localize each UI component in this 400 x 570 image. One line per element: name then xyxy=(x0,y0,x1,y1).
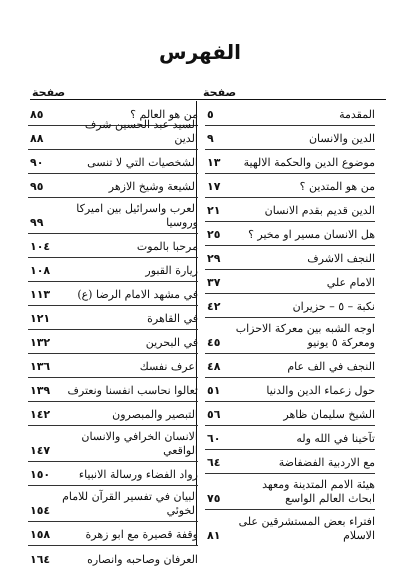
toc-entry-title: النجف الاشرف xyxy=(307,252,375,265)
toc-entry-page: ٢٥ xyxy=(207,228,221,241)
toc-entry xyxy=(28,462,198,486)
toc-entry-page: ١٤٧ xyxy=(30,444,51,457)
toc-entry-title: المقدمة xyxy=(339,108,375,121)
toc-entry xyxy=(205,174,375,198)
toc-entry-title: وقفة قصيرة مع ابو زهرة xyxy=(85,528,198,541)
toc-entry-title: في مشهد الامام الرضا (ع) xyxy=(77,288,198,301)
toc-entry-title: العرب واسرائيل بين اميركا وروسيا xyxy=(76,202,198,229)
toc-entry-title: الدين والانسان xyxy=(308,132,375,145)
toc-entry-page: ١١٣ xyxy=(30,288,51,301)
toc-entry-title: في البحرين xyxy=(145,336,198,349)
toc-entry-title: حول زعماء الدين والدنيا xyxy=(266,384,375,397)
toc-entry-page: ١٠٨ xyxy=(30,264,51,277)
toc-entry-page: ١٥٠ xyxy=(30,468,51,481)
toc-entry xyxy=(28,486,198,522)
toc-entry-title: الانسان الخرافي والانسان الواقعي xyxy=(81,430,198,457)
toc-entry xyxy=(205,150,375,174)
toc-entry-title: اعرف نفسك xyxy=(139,360,198,373)
toc-entry-title: تآخينا في الله وله xyxy=(296,432,375,445)
toc-entry xyxy=(205,294,375,318)
toc-entry xyxy=(28,402,198,426)
toc-entry-title: الشخصيات التي لا تنسى xyxy=(87,156,198,169)
toc-entry-page: ٦٤ xyxy=(207,456,221,469)
toc-entry-title: البيان في تفسير القرآن للامام الخوئي xyxy=(62,490,198,517)
toc-entry-title: اوجه الشبه بين معركة الاحزاب ومعركة ٥ يونيو xyxy=(235,322,375,349)
toc-entry-page: ٩٠ xyxy=(30,156,44,169)
page-column-header-right: صفحة xyxy=(203,86,237,99)
toc-entry-page: ١٥٨ xyxy=(30,528,51,541)
toc-entry-title: في القاهرة xyxy=(147,312,198,325)
toc-entry-page: ٧٥ xyxy=(207,492,221,505)
toc-entry xyxy=(205,402,375,426)
toc-entry-title: زيارة القبور xyxy=(145,264,198,277)
toc-entry-title: موضوع الدين والحكمة الالهية xyxy=(243,156,375,169)
toc-entry-page: ١٣٦ xyxy=(30,360,51,373)
toc-entry-title: هيئة الامم المتدينة ومعهد ابحاث العالم الواسع xyxy=(262,478,375,505)
toc-entry xyxy=(205,246,375,270)
toc-entry-page: ١٧ xyxy=(207,180,221,193)
toc-entry xyxy=(205,510,375,546)
toc-entry-title: تعالوا نحاسب انفسنا ونعترف xyxy=(67,384,198,397)
toc-entry-title: الشيعة وشيخ الازهر xyxy=(108,180,198,193)
toc-entry-page: ٨١ xyxy=(207,529,221,542)
toc-entry-title: النجف في الف عام xyxy=(287,360,375,373)
toc-entry-page: ٢١ xyxy=(207,204,221,217)
toc-entry xyxy=(28,282,198,306)
toc-entry-page: ٩٩ xyxy=(30,216,44,229)
toc-column-left xyxy=(28,100,198,570)
toc-entry-page: ٢٩ xyxy=(207,252,221,265)
toc-entry xyxy=(28,522,198,546)
toc-entry-title: من هو المتدين ؟ xyxy=(299,180,375,193)
toc-entry-page: ٥١ xyxy=(207,384,221,397)
toc-entry xyxy=(205,426,375,450)
toc-entry-title: العرفان وصاحبه وانصاره xyxy=(87,553,198,566)
toc-entry-page: ٤٥ xyxy=(207,336,221,349)
toc-entry xyxy=(28,354,198,378)
toc-entry-page: ٩٥ xyxy=(30,180,44,193)
toc-entry-page: ١٣ xyxy=(207,156,221,169)
toc-entry xyxy=(205,198,375,222)
toc-entry-page: ٨٥ xyxy=(30,108,44,121)
toc-entry-page: ٣٧ xyxy=(207,276,221,289)
toc-entry-title: من هو العالم ؟ xyxy=(130,108,198,121)
toc-entry-page: ٨٨ xyxy=(30,132,44,145)
page-column-header-left: صفحة xyxy=(32,86,66,99)
toc-entry-page: ١٦٤ xyxy=(30,553,51,566)
toc-entry-title: رواد الفضاء ورسالة الانبياء xyxy=(78,468,198,481)
toc-entry xyxy=(205,474,375,510)
toc-entry-title: الشيخ سليمان ظاهر xyxy=(283,408,375,421)
toc-entry xyxy=(205,222,375,246)
toc-entry xyxy=(28,546,198,570)
page-title: الفهرس xyxy=(158,40,241,64)
toc-entry xyxy=(205,270,375,294)
toc-entry-title: مع الاردبية الفضفاضة xyxy=(278,456,375,469)
toc-entry xyxy=(28,234,198,258)
toc-entry xyxy=(205,450,375,474)
toc-entry-title: مرحبا بالموت xyxy=(136,240,198,253)
toc-entry xyxy=(205,126,375,150)
toc-entry-page: ١٤٢ xyxy=(30,408,51,421)
toc-entry xyxy=(28,426,198,462)
toc-entry-title: السيد عبد الحسين شرف الدين xyxy=(84,118,198,145)
toc-entry-page: ١٥٤ xyxy=(30,504,51,517)
toc-entry-page: ٥ xyxy=(207,108,214,121)
toc-entry-page: ١٣٢ xyxy=(30,336,51,349)
toc-entry xyxy=(28,150,198,174)
toc-entry xyxy=(205,318,375,354)
toc-entry xyxy=(28,330,198,354)
toc-entry xyxy=(28,258,198,282)
toc-entry-title: الدين قديم بقدم الانسان xyxy=(264,204,375,217)
toc-entry-title: نكبة – ٥ – حزيران xyxy=(292,300,375,313)
toc-entry-page: ٥٦ xyxy=(207,408,221,421)
toc-entry xyxy=(28,198,198,234)
toc-entry xyxy=(28,174,198,198)
toc-entry xyxy=(205,100,375,126)
toc-entry-page: ١٢١ xyxy=(30,312,51,325)
toc-entry-page: ٩ xyxy=(207,132,214,145)
toc-entry xyxy=(28,378,198,402)
toc-entry-page: ٤٨ xyxy=(207,360,221,373)
toc-entry-title: افتراء بعض المستشرقين على الاسلام xyxy=(238,515,375,542)
toc-entry xyxy=(205,378,375,402)
toc-entry xyxy=(28,306,198,330)
toc-entry-title: التبصير والمبصرون xyxy=(112,408,198,421)
toc-entry-page: ٤٢ xyxy=(207,300,221,313)
toc-entry-title: الامام علي xyxy=(326,276,375,289)
toc-entry-title: هل الانسان مسير او مخير ؟ xyxy=(248,228,375,241)
toc-entry xyxy=(205,354,375,378)
toc-entry-page: ١٣٩ xyxy=(30,384,51,397)
toc-entry-page: ٦٠ xyxy=(207,432,221,445)
toc-entry xyxy=(28,118,198,150)
toc-entry-page: ١٠٤ xyxy=(30,240,51,253)
toc-column-right xyxy=(205,100,375,546)
